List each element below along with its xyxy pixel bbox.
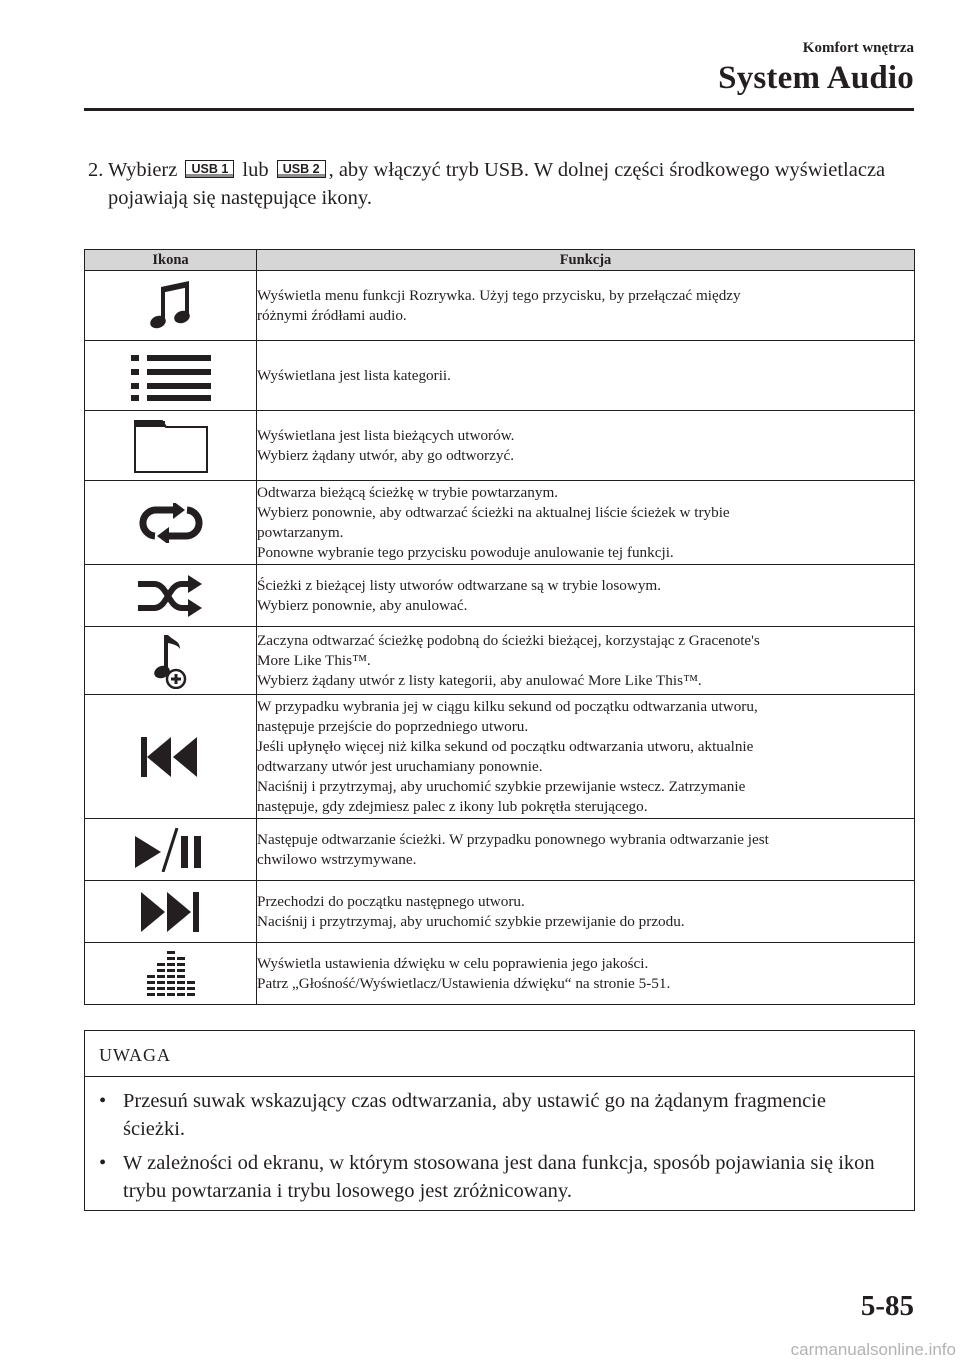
function-line: More Like This™. [257, 651, 371, 669]
function-line: Wybierz ponownie, aby odtwarzać ścieżki na aktualnej liście ścieżek w trybie [257, 503, 730, 521]
table-row [85, 565, 915, 627]
column-header-icon: Ikona [85, 250, 257, 271]
repeat-icon [139, 503, 203, 543]
function-line: Jeśli upłynęło więcej niż kilka sekund od początku odtwarzania utworu, aktualnie [257, 737, 754, 755]
table-row [85, 627, 915, 695]
function-line: Ścieżki z bieżącej listy utworów odtwarzane są w trybie losowym. [257, 576, 662, 594]
function-line: Wyświetlana jest lista bieżących utworów. [257, 426, 515, 444]
function-line: Następuje odtwarzanie ścieżki. W przypadku ponownego wybrania odtwarzanie jest [257, 830, 769, 848]
function-line: W przypadku wybrania jej w ciągu kilku sekund od początku odtwarzania utworu, [257, 697, 758, 715]
header-rule [84, 108, 914, 111]
note-item [99, 1149, 889, 1205]
step-text-before: Wybierz [108, 159, 183, 181]
function-line: Przechodzi do początku następnego utworu. [257, 892, 525, 910]
page-number: 5-85 [860, 1290, 914, 1322]
table-row [85, 695, 915, 819]
step-2 [88, 156, 888, 212]
step-text-between: lub [237, 159, 274, 181]
function-line: Patrz „Głośność/Wyświetlacz/Ustawienia dźwięku“ na stronie 5-51. [257, 974, 671, 992]
function-line: Odtwarza bieżącą ścieżkę w trybie powtarzanym. [257, 483, 559, 501]
page-title: System Audio [718, 60, 914, 96]
function-line: odtwarzany utwór jest uruchamiany ponownie. [257, 757, 543, 775]
table-row [85, 341, 915, 411]
usb1-button: USB 1 [185, 160, 234, 178]
function-line: chwilowo wstrzymywane. [257, 850, 417, 868]
bullet: • [99, 1090, 107, 1112]
function-line: Ponowne wybranie tego przycisku powoduje anulowanie tej funkcji. [257, 543, 674, 561]
music-note-icon [149, 281, 193, 331]
note-title: UWAGA [99, 1045, 171, 1065]
note-box [84, 1030, 915, 1211]
watermark: carmanualsonline.info [790, 1340, 956, 1359]
function-line: Naciśnij i przytrzymaj, aby uruchomić szybkie przewijanie do przodu. [257, 912, 685, 930]
previous-track-icon [141, 737, 201, 777]
table-row [85, 481, 915, 565]
equalizer-icon [143, 951, 199, 997]
function-line: Wyświetla ustawienia dźwięku w celu poprawienia jego jakości. [257, 954, 649, 972]
table-row [85, 943, 915, 1005]
more-like-this-icon [154, 633, 188, 689]
function-line: następuje przejście do poprzedniego utworu. [257, 717, 529, 735]
function-line: Wyświetlana jest lista kategorii. [257, 366, 451, 384]
function-line: powtarzanym. [257, 523, 344, 541]
note-item-text: Przesuń suwak wskazujący czas odtwarzania, aby ustawić go na żądanym fragmencie ścieżki. [123, 1090, 826, 1140]
table-row [85, 271, 915, 341]
function-line: Naciśnij i przytrzymaj, aby uruchomić szybkie przewijanie wstecz. Zatrzymanie [257, 777, 746, 795]
note-divider [85, 1076, 914, 1077]
column-header-function: Funkcja [257, 250, 915, 271]
list-icon [131, 351, 211, 401]
bullet: • [99, 1152, 107, 1174]
folder-icon [134, 419, 208, 473]
note-item [99, 1087, 889, 1143]
icon-function-table [84, 249, 915, 1005]
step-text-after: , aby włączyć tryb USB. W dolnej części środkowego wyświetlacza pojawiają się następujące ikony. [108, 159, 886, 209]
table-row [85, 819, 915, 881]
note-item-text: W zależności od ekranu, w którym stosowana jest dana funkcja, sposób pojawiania się ikon trybu powtarzania i trybu losowego jest zróżnicowany. [123, 1152, 875, 1202]
play-pause-icon [135, 828, 207, 872]
function-line: następuje, gdy zdejmiesz palec z ikony lub pokrętła sterującego. [257, 797, 648, 815]
function-line: różnymi źródłami audio. [257, 306, 407, 324]
function-line: Wybierz żądany utwór z listy kategorii, aby anulować More Like This™. [257, 671, 702, 689]
usb2-button: USB 2 [277, 160, 326, 178]
function-line: Zaczyna odtwarzać ścieżkę podobną do ścieżki bieżącej, korzystając z Gracenote's [257, 631, 760, 649]
function-line: Wybierz żądany utwór, aby go odtworzyć. [257, 446, 514, 464]
table-row [85, 411, 915, 481]
function-line: Wybierz ponownie, aby anulować. [257, 596, 468, 614]
table-row [85, 881, 915, 943]
section-label: Komfort wnętrza [802, 40, 914, 56]
next-track-icon [141, 892, 201, 932]
step-number: 2. [88, 159, 104, 181]
function-line: Wyświetla menu funkcji Rozrywka. Użyj tego przycisku, by przełączać między [257, 286, 741, 304]
shuffle-icon [138, 575, 204, 617]
